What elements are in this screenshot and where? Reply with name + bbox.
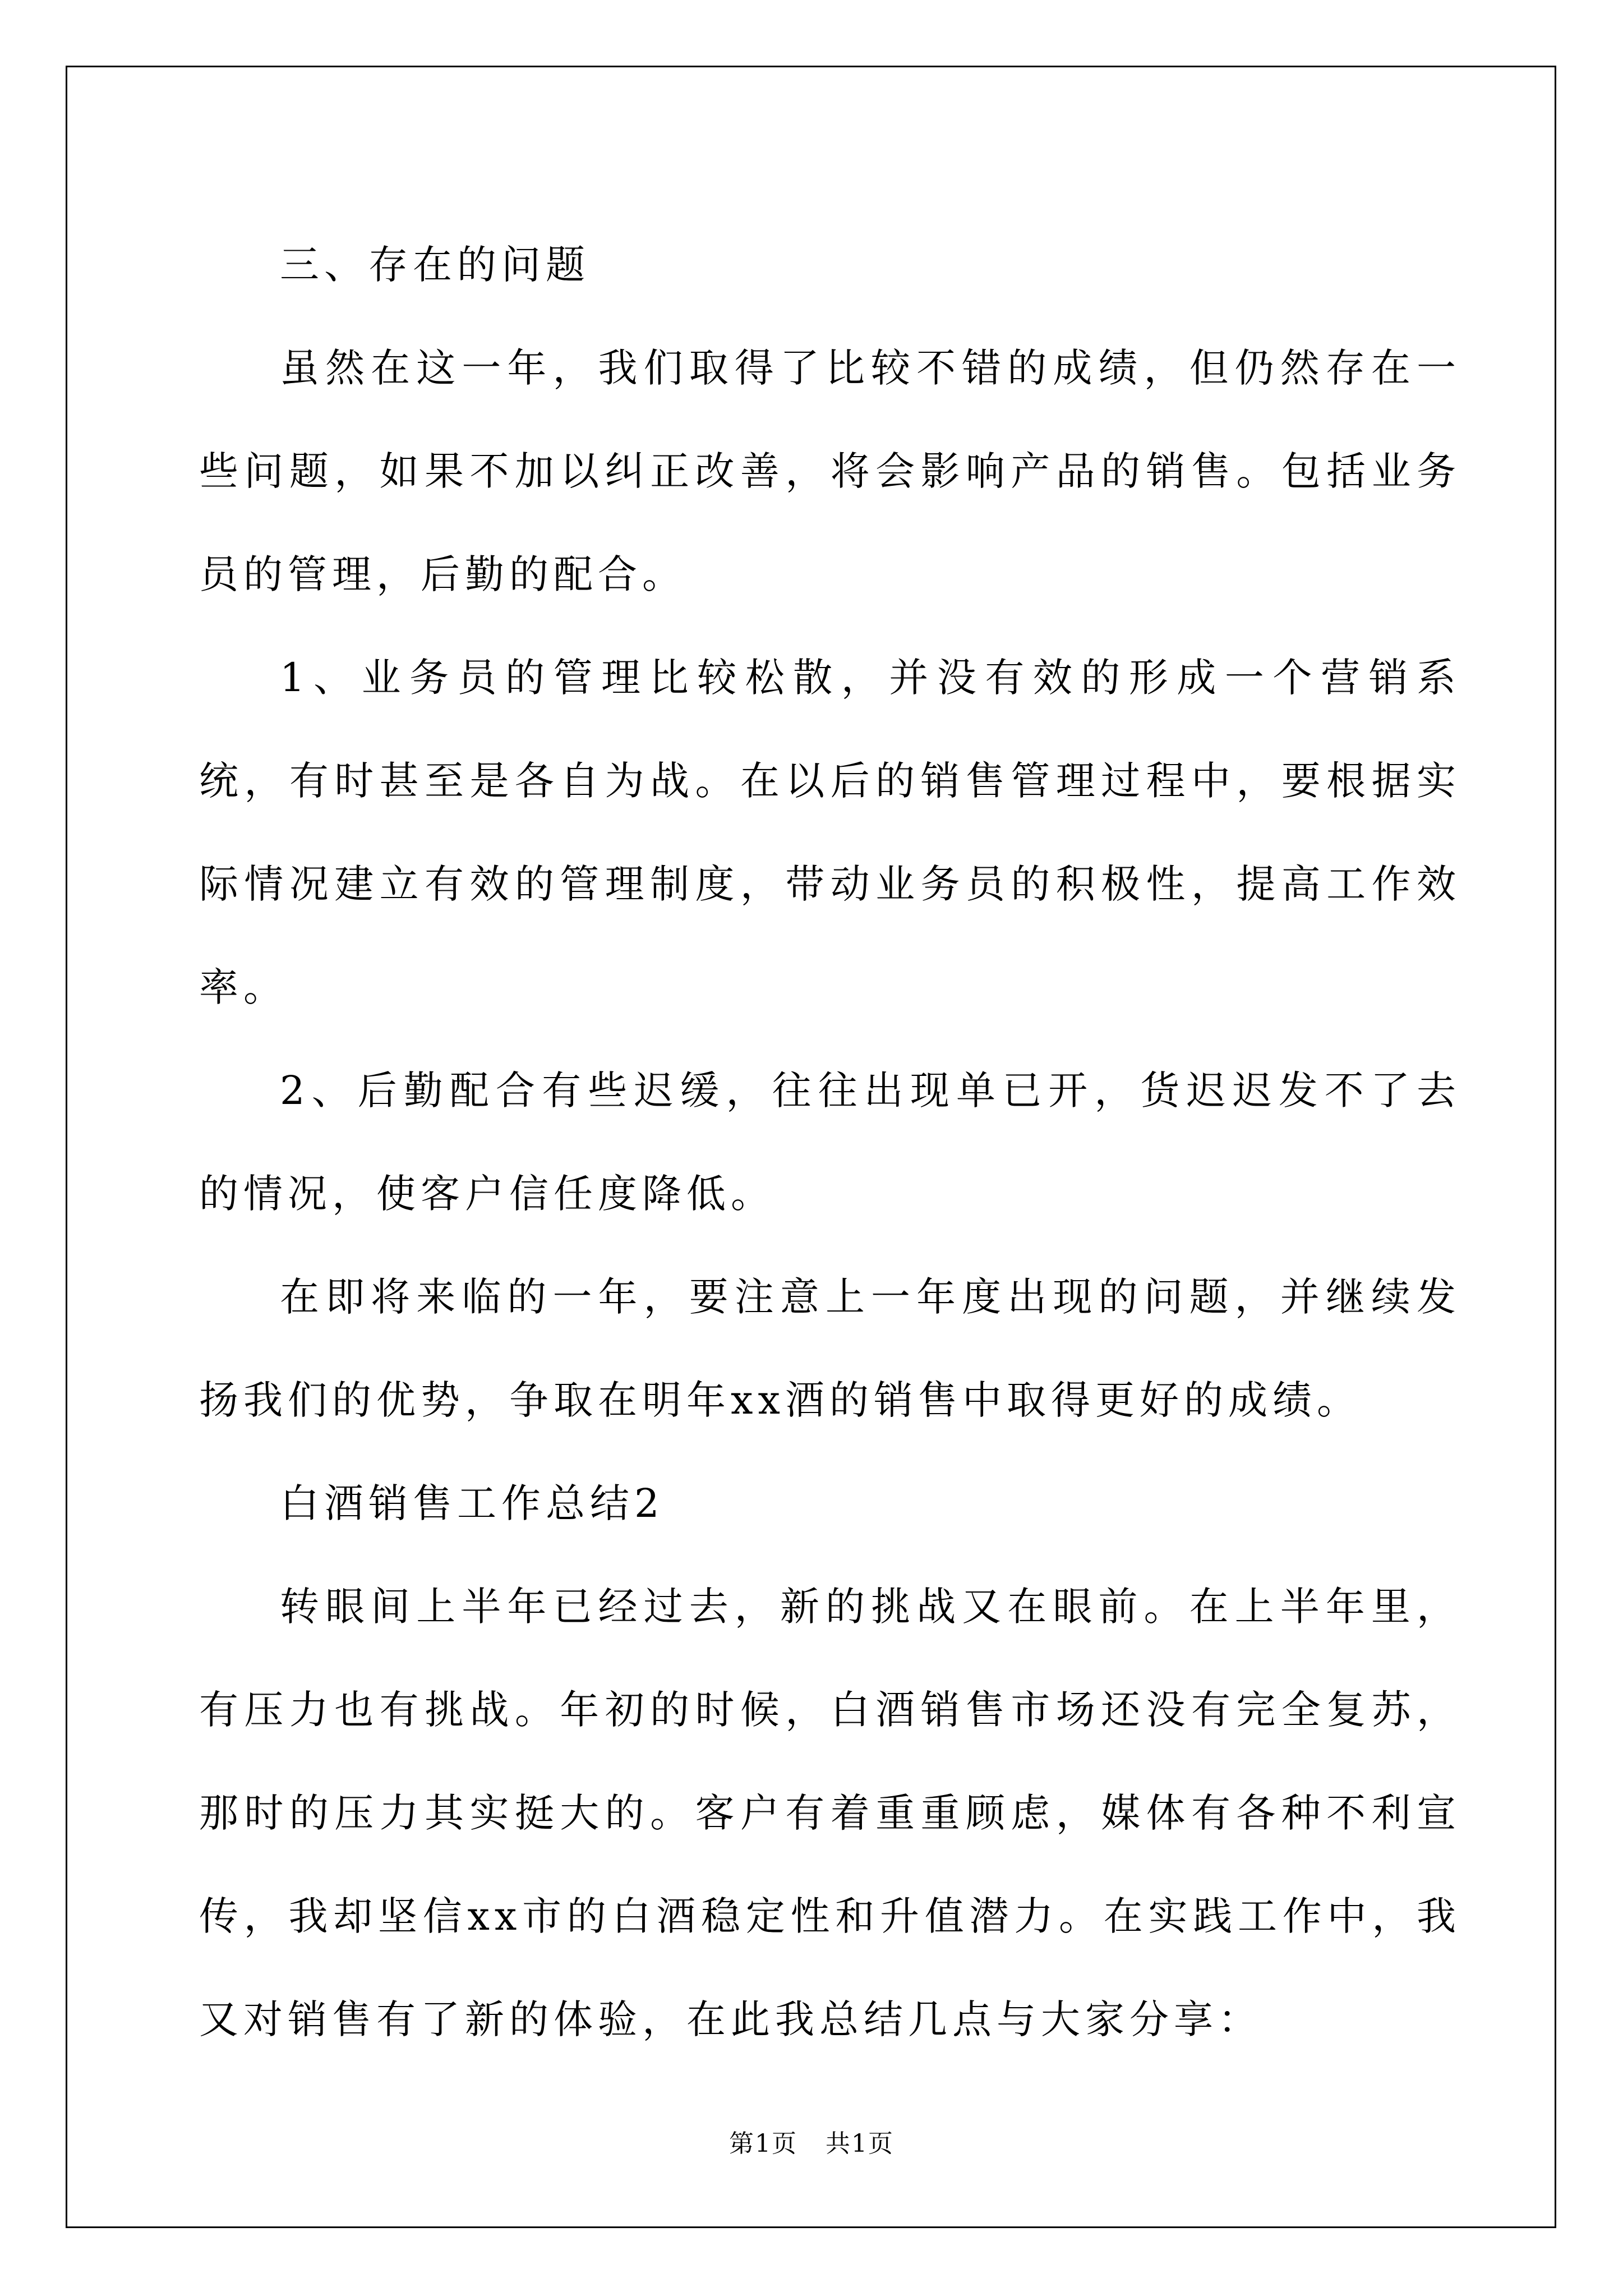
document-body: [199, 213, 1461, 2071]
page-footer: [0, 2127, 1623, 2161]
paragraph: 在即将来临的一年，要注意上一年度出现的问题，并继续发扬我们的优势，争取在明年xx酒的销售中取得更好的成绩。: [199, 1274, 1461, 1423]
section-heading: 白酒销售工作总结2: [280, 1480, 665, 1526]
section-heading: 三、存在的问题: [280, 242, 590, 288]
page-total: 共1页: [826, 2129, 894, 2158]
page-current: 第1页: [729, 2129, 797, 2158]
paragraph: 虽然在这一年，我们取得了比较不错的成绩，但仍然存在一些问题，如果不加以纠正改善，将会影响产品的销售。包括业务员的管理，后勤的配合。: [199, 345, 1461, 597]
paragraph: 2、后勤配合有些迟缓，往往出现单已开，货迟迟发不了去的情况，使客户信任度降低。: [199, 1068, 1461, 1217]
paragraph: 转眼间上半年已经过去，新的挑战又在眼前。在上半年里，有压力也有挑战。年初的时候，白酒销售市场还没有完全复苏，那时的压力其实挺大的。客户有着重重顾虑，媒体有各种不利宣传，我却坚信xx市的白酒稳定性和升值潜力。在实践工作中，我又对销售有了新的体验，在此我总结几点与大家分享：: [199, 1584, 1461, 2042]
paragraph: 1、业务员的管理比较松散，并没有效的形成一个营销系统，有时甚至是各自为战。在以后的销售管理过程中，要根据实际情况建立有效的管理制度，带动业务员的积极性，提高工作效率。: [199, 655, 1461, 1010]
